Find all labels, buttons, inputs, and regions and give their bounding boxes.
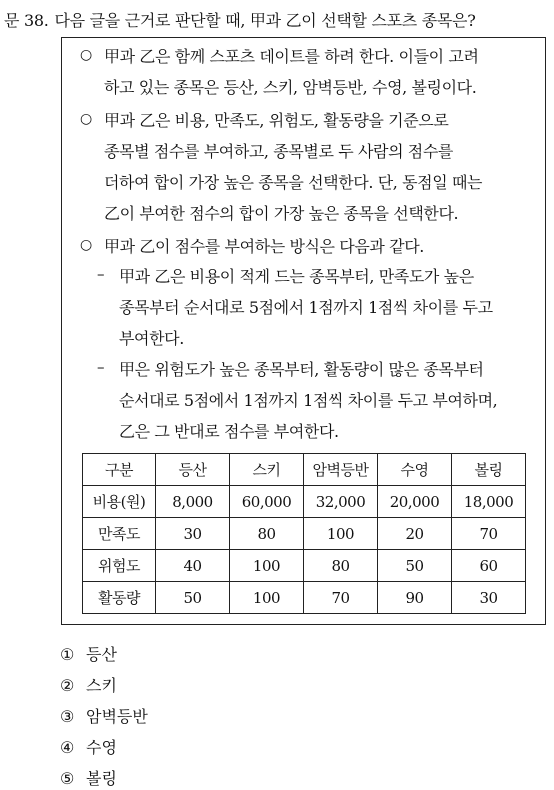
table-cell: 90 (378, 582, 452, 614)
option-label: 수영 (86, 738, 117, 757)
table-row-label: 활동량 (83, 582, 156, 614)
bullet-line: 乙이 부여한 점수의 합이 가장 높은 종목을 선택한다. (104, 204, 459, 223)
table-row (83, 486, 526, 518)
subbullet-line: 乙은 그 반대로 점수를 부여한다. (119, 422, 339, 441)
answer-option-4[interactable] (60, 735, 117, 758)
table-cell: 32,000 (304, 486, 378, 518)
option-label: 스키 (86, 676, 117, 695)
table-cell: 8,000 (156, 486, 230, 518)
table-row-label: 만족도 (83, 518, 156, 550)
table-header-cell: 수영 (378, 454, 452, 486)
table-row-label: 위험도 (83, 550, 156, 582)
table-cell: 20,000 (378, 486, 452, 518)
bullet-line: 甲과 乙은 함께 스포츠 데이트를 하려 한다. 이들이 고려 (104, 47, 479, 66)
table-header-row (83, 454, 526, 486)
table-cell: 30 (156, 518, 230, 550)
table-row (83, 582, 526, 614)
subbullet-line: 순서대로 5점에서 1점까지 1점씩 차이를 두고 부여하며, (119, 391, 498, 410)
table-cell: 20 (378, 518, 452, 550)
bullet-line: 甲과 乙이 점수를 부여하는 방식은 다음과 같다. (104, 237, 424, 256)
option-number: ④ (60, 738, 75, 757)
option-label: 암벽등반 (86, 707, 148, 726)
subbullet-line: 부여한다. (119, 329, 184, 348)
sports-score-table (82, 453, 526, 614)
option-number: ③ (60, 707, 75, 726)
table-row (83, 550, 526, 582)
table-cell: 50 (378, 550, 452, 582)
table-row-label: 비용(원) (83, 486, 156, 518)
table-cell: 50 (156, 582, 230, 614)
bullet-line: 더하여 합이 가장 높은 종목을 선택한다. 단, 동점일 때는 (104, 173, 483, 192)
option-label: 볼링 (86, 769, 117, 788)
table-cell: 80 (230, 518, 304, 550)
bullet-line: 甲과 乙은 비용, 만족도, 위험도, 활동량을 기준으로 (104, 111, 449, 130)
option-number: ⑤ (60, 769, 75, 788)
table-row (83, 518, 526, 550)
bullet-line: 하고 있는 종목은 등산, 스키, 암벽등반, 수영, 볼링이다. (104, 78, 477, 97)
bullet-mark: ○ (80, 47, 93, 63)
table-cell: 30 (452, 582, 526, 614)
table-cell: 40 (156, 550, 230, 582)
table-header-cell: 암벽등반 (304, 454, 378, 486)
question-title (4, 8, 475, 31)
table-cell: 100 (304, 518, 378, 550)
option-number: ② (60, 676, 75, 695)
option-label: 등산 (86, 645, 117, 664)
answer-option-3[interactable] (60, 704, 148, 727)
table-header-cell: 볼링 (452, 454, 526, 486)
table-cell: 60,000 (230, 486, 304, 518)
subbullet-mark: – (97, 265, 105, 283)
table-cell: 18,000 (452, 486, 526, 518)
table-cell: 70 (304, 582, 378, 614)
bullet-line: 종목별 점수를 부여하고, 종목별로 두 사람의 점수를 (104, 142, 453, 161)
answer-option-2[interactable] (60, 673, 117, 696)
question-number: 문 38. (4, 11, 49, 30)
subbullet-line: 甲과 乙은 비용이 적게 드는 종목부터, 만족도가 높은 (119, 267, 474, 286)
table-cell: 70 (452, 518, 526, 550)
answer-option-5[interactable] (60, 766, 117, 789)
answer-option-1[interactable] (60, 642, 117, 665)
table-cell: 100 (230, 550, 304, 582)
table-header-cell: 스키 (230, 454, 304, 486)
subbullet-line: 종목부터 순서대로 5점에서 1점까지 1점씩 차이를 두고 (119, 298, 493, 317)
table-header-cell: 구분 (83, 454, 156, 486)
question-text: 다음 글을 근거로 판단할 때, 甲과 乙이 선택할 스포츠 종목은? (54, 11, 476, 30)
table-cell: 60 (452, 550, 526, 582)
option-number: ① (60, 645, 75, 664)
table-header-cell: 등산 (156, 454, 230, 486)
bullet-mark: ○ (80, 237, 93, 253)
subbullet-mark: – (97, 358, 105, 376)
bullet-mark: ○ (80, 111, 93, 127)
table-cell: 100 (230, 582, 304, 614)
subbullet-line: 甲은 위험도가 높은 종목부터, 활동량이 많은 종목부터 (119, 360, 484, 379)
table-cell: 80 (304, 550, 378, 582)
